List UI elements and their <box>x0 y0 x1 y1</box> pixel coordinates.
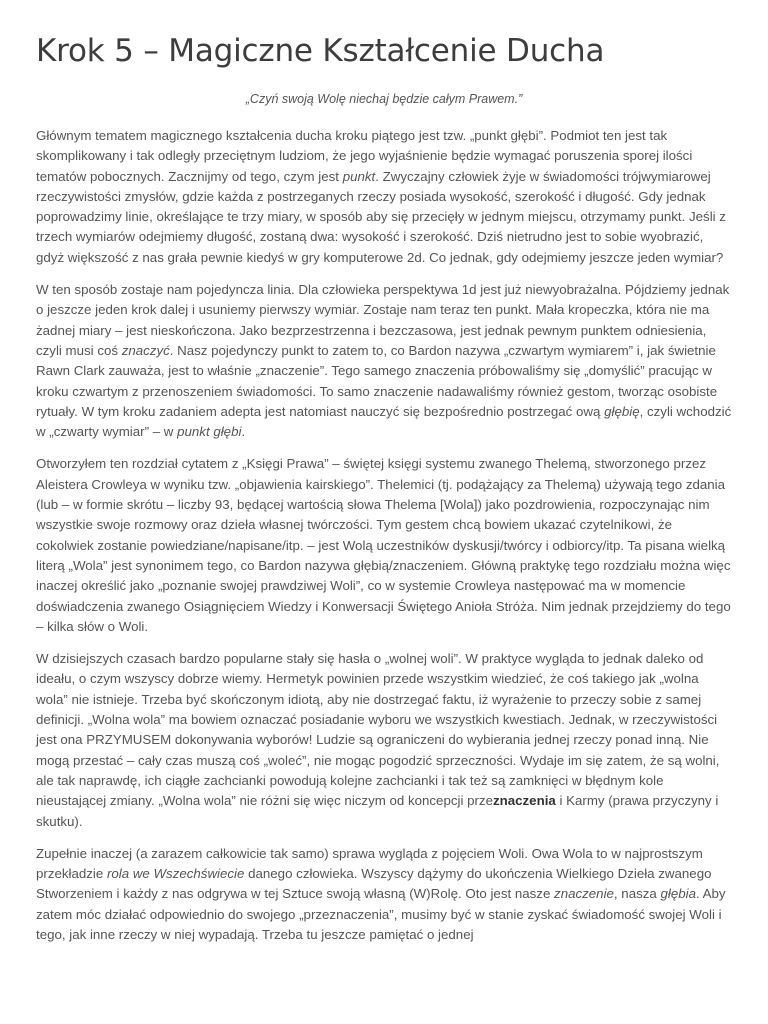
paragraph-2 <box>36 280 732 442</box>
paragraph-4 <box>36 649 732 832</box>
text-run: znaczenia <box>492 793 556 809</box>
text-run: Głównym tematem magicznego kształcenia ducha kroku piątego jest tzw. „punkt głębi”. Podmiot ten jest tak skomplikowany i tak odległy przeciętnym ludziom, że jego wyjaśnienie będzie wymagać poruszenia sporej ilości tematów pobocznych. Zacznijmy od tego, czym jest <box>36 128 693 184</box>
text-run: punkt głębi <box>177 424 242 440</box>
text-run: znaczenie <box>554 886 614 902</box>
text-run: i Karmy (prawa przyczyny i skutku). <box>36 793 719 829</box>
text-run: punkt <box>342 168 376 184</box>
article-body <box>36 126 732 945</box>
text-run: głębię <box>604 403 640 419</box>
text-run: głębia <box>660 886 696 902</box>
text-run: . <box>241 424 246 440</box>
text-run: , czyli wchodzić w „czwarty wymiar” – w <box>36 403 732 440</box>
text-run: . Zwyczajny człowiek żyje w świadomości trójwymiarowej rzeczywistości zmysłów, gdzie każda z postrzeganych rzeczy posiada wysokość, szerokość i długość. Gdy jednak poprowadzimy linie, określające te trzy miary, w sposób aby się przecięły w jednym miejscu, otrzymamy punkt. Jeśli z trzech wymiarów odejmiemy długość, zostaną dwa: wysokość i szerokość. Dziś nietrudno jest to sobie wyobrazić, gdyż większość z nas grała pewnie kiedyś w gry komputerowe 2d. Co jednak, gdy odejmiemy jeszcze jeden wymiar? <box>36 168 726 265</box>
paragraph-3 <box>36 454 732 637</box>
text-run: . Nasz pojedynczy punkt to zatem to, co Bardon nazywa „czwartym wymiarem” i, jak świetnie Rawn Clark zauważa, jest to właśnie „znaczenie”. Tego samego znaczenia próbowaliśmy się „domyślić” pracując w kroku czwartym z przenoszeniem świadomości. To samo znaczenie nadawaliśmy również gestom, tworząc osobiste rytuały. W tym kroku zadaniem adepta jest natomiast nauczyć się bezpośrednio postrzegać ową <box>36 342 718 419</box>
text-run: W dzisiejszych czasach bardzo popularne stały się hasła o „wolnej woli”. W praktyce wygląda to jednak daleko od ideału, o czym wszyscy dobrze wiemy. Hermetyk powinien przede wszystkim wiedzieć, że coś takiego jak „wolna wola” nie istnieje. Trzeba być skończonym idiotą, aby nie dostrzegać faktu, iż wyrażenie to przeczy sobie z samej definicji. „Wolna wola” ma bowiem oznaczać posiadanie wyboru we wszystkich kwestiach. Jednak, w rzeczywistości jest ona PRZYMUSEM dokonywania wyborów! Ludzie są ograniczeni do wybierania jednej rzeczy ponad inną. Nie mogą przestać – cały czas muszą coś „woleć”, nie mogąc pogodzić sprzeczności. Wydaje im się zatem, że są wolni, ale tak naprawdę, ich ciągłe zachcianki powodują kolejne zachcianki i tak też są zamknięci w błędnym kole nieustającej zmiany. „Wolna wola” nie różni się więc niczym od koncepcji prze <box>36 651 720 809</box>
text-run: , nasza <box>613 886 661 902</box>
paragraph-5 <box>36 844 732 945</box>
text-run: W ten sposób zostaje nam pojedyncza linia. Dla człowieka perspektywa 1d jest już niewyobrażalna. Pójdziemy jednak o jeszcze jeden krok dalej i usuniemy pierwszy wymiar. Zostaje nam teraz ten punkt. Mała kropeczka, która nie ma żadnej miary – jest nieskończona. Jako bezprzestrzenna i bezczasowa, jest jednak pewnym punktem odniesienia, czyli musi coś <box>36 282 730 358</box>
text-run: rola we Wszechświecie <box>106 866 245 882</box>
motto-quote: „Czyń swoją Wolę niechaj będzie całym Prawem.” <box>245 92 523 106</box>
text-run: danego człowieka. Wszyscy dążymy do ukończenia Wielkiego Dzieła zwanego Stworzeniem i każdy z nas odgrywa w tej Sztuce swoją własną (W)Rolę. Oto jest nasze <box>36 866 712 902</box>
text-run: znaczyć <box>121 342 170 358</box>
text-run: . Aby zatem móc działać odpowiednio do swojego „przeznaczenia”, musimy być w stanie zyskać świadomość swojej Woli i tego, jak inne rzeczy w niej wypadają. Trzeba tu jeszcze pamiętać o jednej <box>36 886 726 942</box>
paragraph-1 <box>36 126 732 268</box>
page-title: Krok 5 – Magiczne Kształcenie Ducha <box>36 33 605 69</box>
text-run: Otworzyłem ten rozdział cytatem z „Księgi Prawa” – świętej księgi systemu zwanego Thelemą, stworzonego przez Aleistera Crowleya w wyniku tzw. „objawienia kairskiego”. Thelemici (tj. podążający za Thelemą) używają tego zdania (lub – w formie skrótu – liczby 93, będącej wartością słowa Thelema [Wola]) jako pozdrowienia, rozpoczynając nim wszystkie swoje rozmowy oraz dzieła własnej twórczości. Tym gestem chcą bowiem ukazać czytelnikowi, że cokolwiek zostanie powiedziane/napisane/itp. – jest Wolą uczestników dyskusji/twórcy i odbiorcy/itp. Ta pisana wielką literą „Wola” jest synonimem tego, co Bardon nazywa głębią/znaczeniem. Główną praktykę tego rozdziału można więc inaczej określić jako „poznanie swojej prawdziwej Woli”, co w systemie Crowleya następować ma w momencie doświadczenia zwanego Osiągnięciem Wiedzy i Konwersacji Świętego Anioła Stróża. Nim jednak przejdziemy do tego – kilka słów o Woli. <box>36 456 731 634</box>
text-run: Zupełnie inaczej (a zarazem całkowicie tak samo) sprawa wygląda z pojęciem Woli. Owa Wola to w najprostszym przekładzie <box>36 845 703 882</box>
